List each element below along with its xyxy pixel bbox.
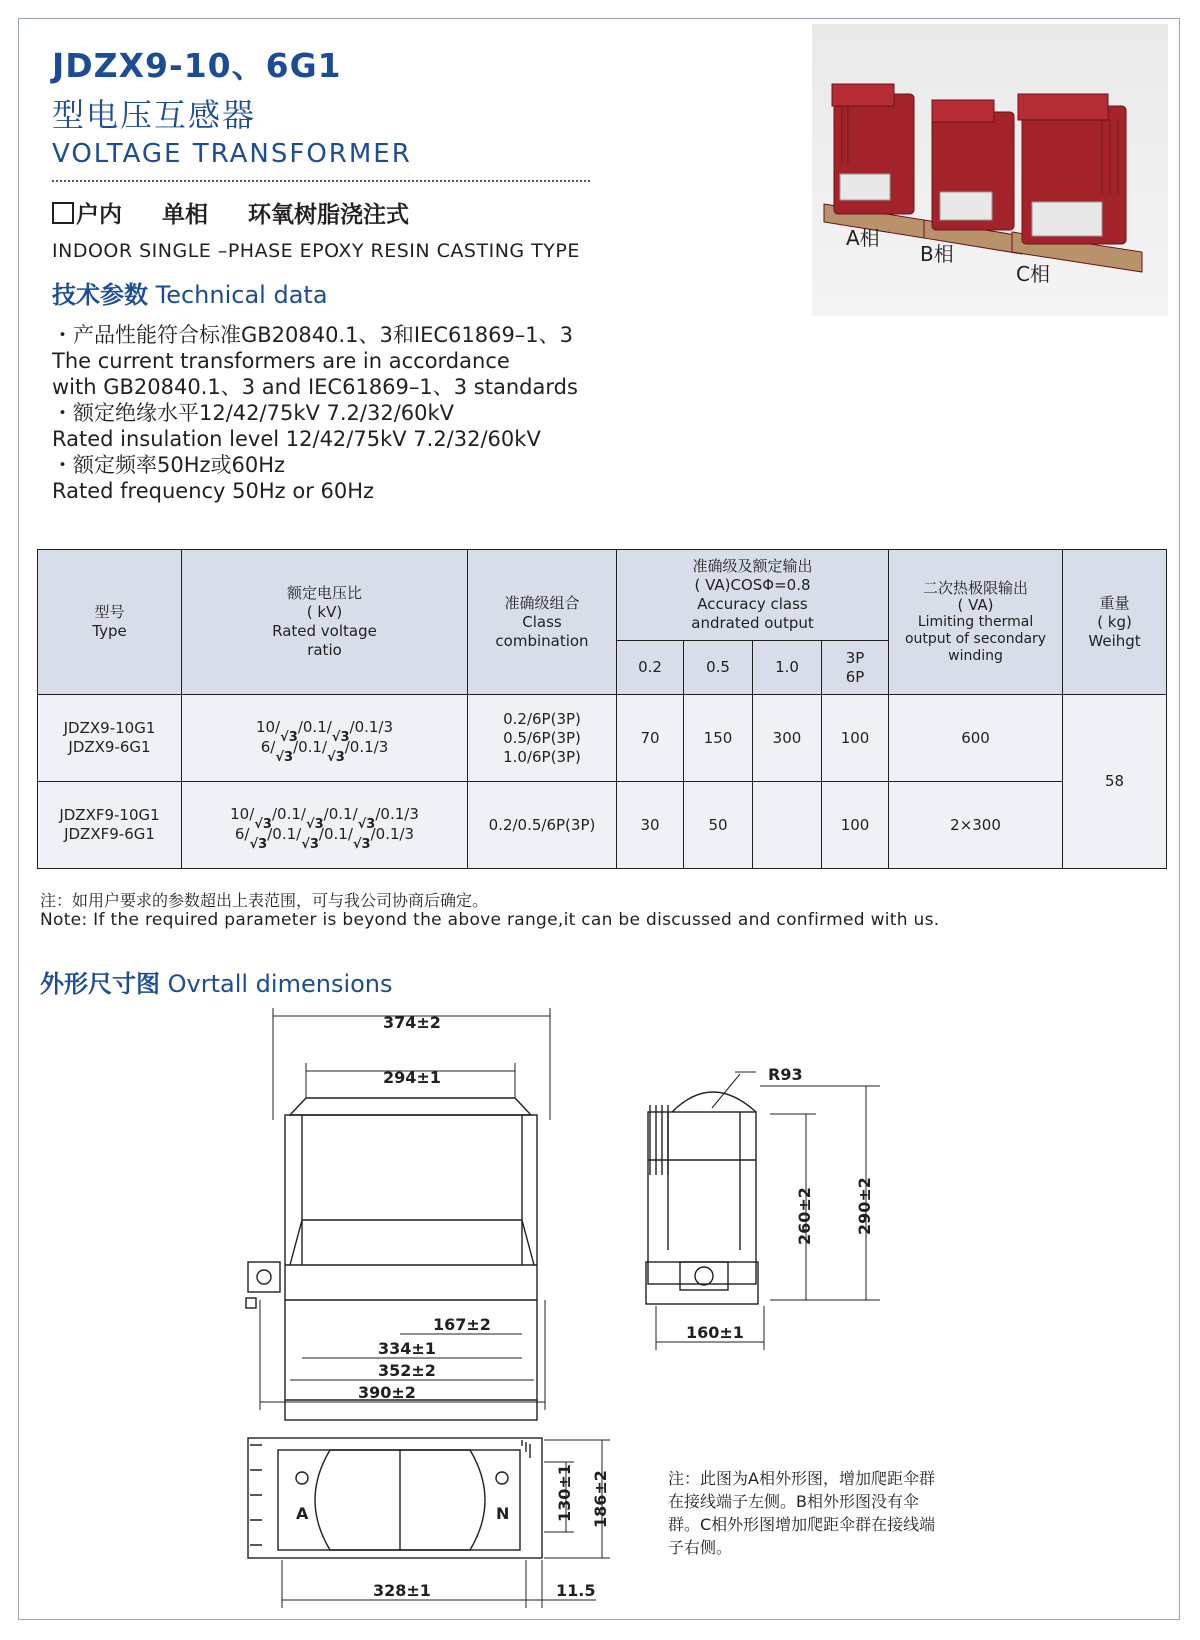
side-dimension-lines [656,1072,880,1350]
cell-ratio: 10/√3/0.1/√3/0.1/3 6/√3/0.1/√3/0.1/3 [182,695,468,782]
cell-02: 70 [617,695,684,782]
dim-390: 390±2 [358,1383,416,1402]
spec-line: ・额定频率50Hz或60Hz [52,453,286,477]
cell-weight: 58 [1063,695,1167,869]
spec-line: The current transformers are in accordance [52,349,510,373]
dim-328: 328±1 [373,1581,431,1600]
cell-class: 0.2/6P(3P) 0.5/6P(3P) 1.0/6P(3P) [468,695,617,782]
dim-130: 130±1 [555,1464,574,1522]
header-weight: 重量 ( kg) Weihgt [1063,550,1167,695]
cell-class: 0.2/0.5/6P(3P) [468,782,617,869]
cell-3p: 100 [822,695,889,782]
note-en: Note: If the required parameter is beyond the above range,it can be discussed and confirmed with us. [40,910,940,930]
phase-b-label: B相 [920,242,954,266]
header-type: 型号 Type [38,550,182,695]
dim-160: 160±1 [686,1323,744,1342]
drawing-note: 注：此图为A相外形图，增加爬距伞群在接线端子左侧。B相外形图没有伞群。C相外形图增加爬距伞群在接线端子右侧。 [668,1469,936,1557]
header-sub-3p6p: 3P 6P [822,641,889,695]
spec-line: ・产品性能符合标准GB20840.1、3和IEC61869–1、3 [52,323,574,347]
header-class: 准确级组合 Class combination [468,550,617,695]
dim-r93: R93 [768,1065,803,1084]
phase-n-terminal: N [496,1504,510,1523]
header-thermal: 二次热极限输出 ( VA) Limiting thermal output of secondary winding [889,550,1063,695]
cell-thermal: 2×300 [889,782,1063,869]
spec-line: ・额定绝缘水平12/42/75kV 7.2/32/60kV [52,401,455,425]
bottom-view [248,1438,542,1558]
phase-a-terminal: A [296,1504,309,1523]
spec-line: Rated insulation level 12/42/75kV 7.2/32/60kV [52,427,541,451]
dimensions-title: 外形尺寸图 Ovrtall dimensions [40,970,393,998]
spec-line: Rated frequency 50Hz or 60Hz [52,479,375,503]
product-name-en: VOLTAGE TRANSFORMER [52,139,412,169]
dim-11-5: 11.5 [556,1581,596,1600]
tech-title: 技术参数 Technical data [52,281,328,309]
header-sub-05: 0.5 [684,641,753,695]
cell-05: 50 [684,782,753,869]
type-en: INDOOR SINGLE –PHASE EPOXY RESIN CASTING TYPE [52,240,580,262]
type-cn: 户内 单相 环氧树脂浇注式 [52,196,409,229]
header-ratio: 额定电压比 ( kV) Rated voltage ratio [182,550,468,695]
header-sub-10: 1.0 [753,641,822,695]
cell-thermal: 600 [889,695,1063,782]
dim-374: 374±2 [383,1013,441,1032]
dim-167: 167±2 [433,1315,491,1334]
spec-line: with GB20840.1、3 and IEC61869–1、3 standards [52,375,578,399]
cell-02: 30 [617,782,684,869]
phase-c-label: C相 [1016,262,1050,286]
dim-352: 352±2 [378,1361,436,1380]
product-name-cn: 型电压互感器 [52,96,257,134]
cell-10: 300 [753,695,822,782]
header-sub-02: 0.2 [617,641,684,695]
phase-a-label: A相 [846,226,880,250]
note-cn: 注：如用户要求的参数超出上表范围，可与我公司协商后确定。 [40,891,489,910]
cell-type: JDZX9-10G1 JDZX9-6G1 [38,695,182,782]
side-view [646,1092,758,1304]
dim-334: 334±1 [378,1339,436,1358]
cell-ratio: 10/√3/0.1/√3/0.1/√3/0.1/3 6/√3/0.1/√3/0.1/√3/0.1/3 [182,782,468,869]
dim-260: 260±2 [795,1187,814,1245]
cell-3p: 100 [822,782,889,869]
dim-290: 290±2 [855,1177,874,1235]
cell-type: JDZXF9-10G1 JDZXF9-6G1 [38,782,182,869]
dim-186: 186±2 [591,1470,610,1528]
dim-294: 294±1 [383,1068,441,1087]
product-code: JDZX9-10、6G1 [52,46,342,85]
cell-05: 150 [684,695,753,782]
header-accuracy: 准确级及额定输出 ( VA)COSΦ=0.8 Accuracy class andrated output [617,550,889,641]
